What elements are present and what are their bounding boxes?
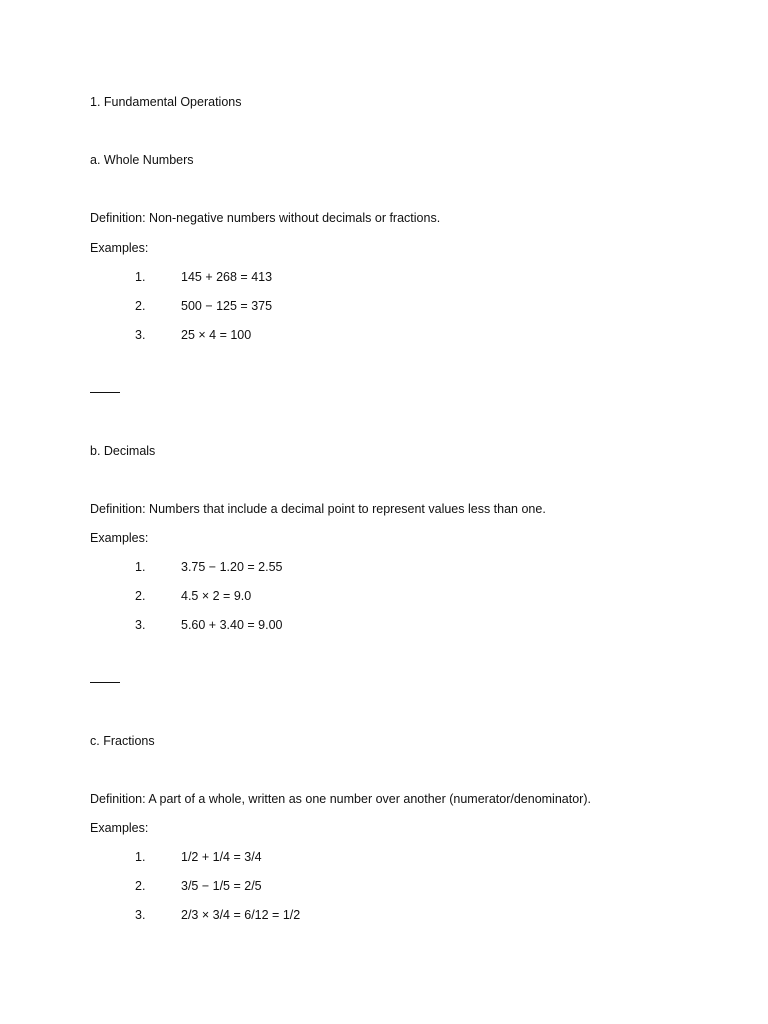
example-number: 1. [135, 850, 146, 864]
definition-decimals: Definition: Numbers that include a decimal point to represent values less than one. [90, 502, 546, 516]
examples-label-fractions: Examples: [90, 821, 149, 835]
example-expression: 1/2 + 1/4 = 3/4 [181, 850, 262, 864]
example-number: 1. [135, 560, 146, 574]
example-number: 3. [135, 328, 146, 342]
example-expression: 3/5 − 1/5 = 2/5 [181, 879, 262, 893]
example-expression: 500 − 125 = 375 [181, 299, 273, 313]
example-number: 2. [135, 299, 146, 313]
example-expression: 25 × 4 = 100 [181, 328, 252, 342]
section-title-whole-numbers: a. Whole Numbers [90, 153, 194, 167]
section-title-decimals: b. Decimals [90, 444, 156, 458]
definition-fractions: Definition: A part of a whole, written as one number over another (numerator/denominator). [90, 792, 591, 806]
example-expression: 145 + 268 = 413 [181, 270, 273, 284]
example-number: 1. [135, 270, 146, 284]
examples-label-whole-numbers: Examples: [90, 241, 149, 255]
example-number: 3. [135, 908, 146, 922]
example-number: 2. [135, 589, 146, 603]
examples-label-decimals: Examples: [90, 531, 149, 545]
example-expression: 4.5 × 2 = 9.0 [181, 589, 252, 603]
section-separator [90, 682, 120, 683]
definition-whole-numbers: Definition: Non-negative numbers without decimals or fractions. [90, 211, 441, 225]
example-expression: 3.75 − 1.20 = 2.55 [181, 560, 283, 574]
example-number: 3. [135, 618, 146, 632]
document-heading: 1. Fundamental Operations [90, 95, 242, 109]
example-expression: 2/3 × 3/4 = 6/12 = 1/2 [181, 908, 301, 922]
section-separator [90, 392, 120, 393]
section-title-fractions: c. Fractions [90, 734, 155, 748]
example-expression: 5.60 + 3.40 = 9.00 [181, 618, 283, 632]
example-number: 2. [135, 879, 146, 893]
